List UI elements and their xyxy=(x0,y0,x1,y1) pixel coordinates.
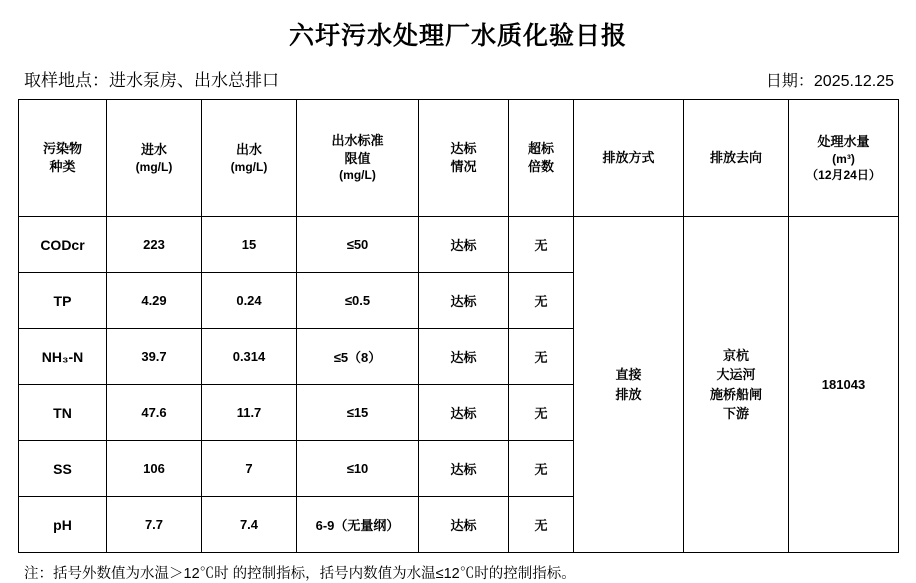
footnote: 注：括号外数值为水温＞12℃时 的控制指标，括号内数值为水温≤12℃时的控制指标。 xyxy=(24,566,576,582)
cell-standard: ≤10 xyxy=(297,441,419,497)
cell-influent: 47.6 xyxy=(107,385,202,441)
cell-pollutant: TP xyxy=(19,273,107,329)
cell-exceed: 无 xyxy=(509,441,574,497)
cell-compliance: 达标 xyxy=(419,217,509,273)
cell-exceed: 无 xyxy=(509,273,574,329)
cell-influent: 39.7 xyxy=(107,329,202,385)
report-date: 日期：2025.12.25 xyxy=(765,73,894,90)
cell-effluent: 0.314 xyxy=(202,329,297,385)
header-influent-line1: 进水 xyxy=(140,142,167,158)
header-volume-date: （12月24日） xyxy=(806,167,881,182)
cell-pollutant: TN xyxy=(19,385,107,441)
cell-discharge-destination xyxy=(684,217,789,553)
header-pollutant xyxy=(19,100,107,217)
cell-influent: 223 xyxy=(107,217,202,273)
header-exceed-line1: 超标 xyxy=(527,141,554,157)
cell-influent: 7.7 xyxy=(107,497,202,553)
cell-treated-volume: 181043 xyxy=(789,217,899,553)
cell-effluent: 11.7 xyxy=(202,385,297,441)
header-standard-line1: 出水标准 xyxy=(331,133,384,149)
discharge-dest-line2: 大运河 xyxy=(716,367,756,382)
cell-standard: 6-9（无量纲） xyxy=(297,497,419,553)
header-volume-line1: 处理水量 xyxy=(817,134,870,150)
cell-standard: ≤0.5 xyxy=(297,273,419,329)
header-effluent-unit: (mg/L) xyxy=(230,159,268,174)
header-discharge-destination: 排放去向 xyxy=(684,100,789,217)
cell-compliance: 达标 xyxy=(419,273,509,329)
header-volume-unit: (m³) xyxy=(832,151,855,166)
sampling-location: 取样地点：进水泵房、出水总排口 xyxy=(24,71,279,90)
header-pollutant-line2: 种类 xyxy=(49,159,76,174)
discharge-mode-line2: 排放 xyxy=(615,386,642,402)
header-effluent-line1: 出水 xyxy=(235,142,262,158)
cell-exceed: 无 xyxy=(509,385,574,441)
cell-effluent: 0.24 xyxy=(202,273,297,329)
water-quality-table xyxy=(18,99,899,553)
header-effluent xyxy=(202,100,297,217)
cell-compliance: 达标 xyxy=(419,329,509,385)
header-influent xyxy=(107,100,202,217)
cell-exceed: 无 xyxy=(509,497,574,553)
header-pollutant-line1: 污染物 xyxy=(42,141,82,157)
cell-influent: 106 xyxy=(107,441,202,497)
cell-effluent: 7 xyxy=(202,441,297,497)
header-exceed xyxy=(509,100,574,217)
cell-influent: 4.29 xyxy=(107,273,202,329)
table-header-row xyxy=(19,100,899,217)
page-title: 六圩污水处理厂水质化验日报 xyxy=(288,22,627,50)
cell-standard: ≤15 xyxy=(297,385,419,441)
cell-pollutant: SS xyxy=(19,441,107,497)
header-treated-volume xyxy=(789,100,899,217)
cell-pollutant: pH xyxy=(19,497,107,553)
cell-compliance: 达标 xyxy=(419,497,509,553)
table-row xyxy=(19,217,899,273)
header-compliance-line2: 情况 xyxy=(450,159,477,174)
header-exceed-line2: 倍数 xyxy=(527,159,554,174)
cell-compliance: 达标 xyxy=(419,385,509,441)
discharge-mode-line1: 直接 xyxy=(615,367,642,382)
header-standard-unit: (mg/L) xyxy=(339,168,376,183)
cell-standard: ≤50 xyxy=(297,217,419,273)
cell-effluent: 7.4 xyxy=(202,497,297,553)
cell-exceed: 无 xyxy=(509,217,574,273)
cell-pollutant: CODcr xyxy=(19,217,107,273)
discharge-dest-line4: 下游 xyxy=(722,406,749,421)
header-standard xyxy=(297,100,419,217)
cell-discharge-mode xyxy=(574,217,684,553)
header-discharge-mode: 排放方式 xyxy=(574,100,684,217)
discharge-dest-line3: 施桥船闸 xyxy=(709,386,762,402)
cell-compliance: 达标 xyxy=(419,441,509,497)
cell-pollutant: NH₃-N xyxy=(19,329,107,385)
cell-standard: ≤5（8） xyxy=(297,329,419,385)
header-compliance-line1: 达标 xyxy=(450,141,477,157)
subheader-row xyxy=(18,56,898,99)
cell-effluent: 15 xyxy=(202,217,297,273)
header-standard-line2: 限值 xyxy=(344,150,371,166)
header-compliance xyxy=(419,100,509,217)
discharge-dest-line1: 京杭 xyxy=(722,347,749,363)
header-influent-unit: (mg/L) xyxy=(135,159,173,174)
cell-exceed: 无 xyxy=(509,329,574,385)
